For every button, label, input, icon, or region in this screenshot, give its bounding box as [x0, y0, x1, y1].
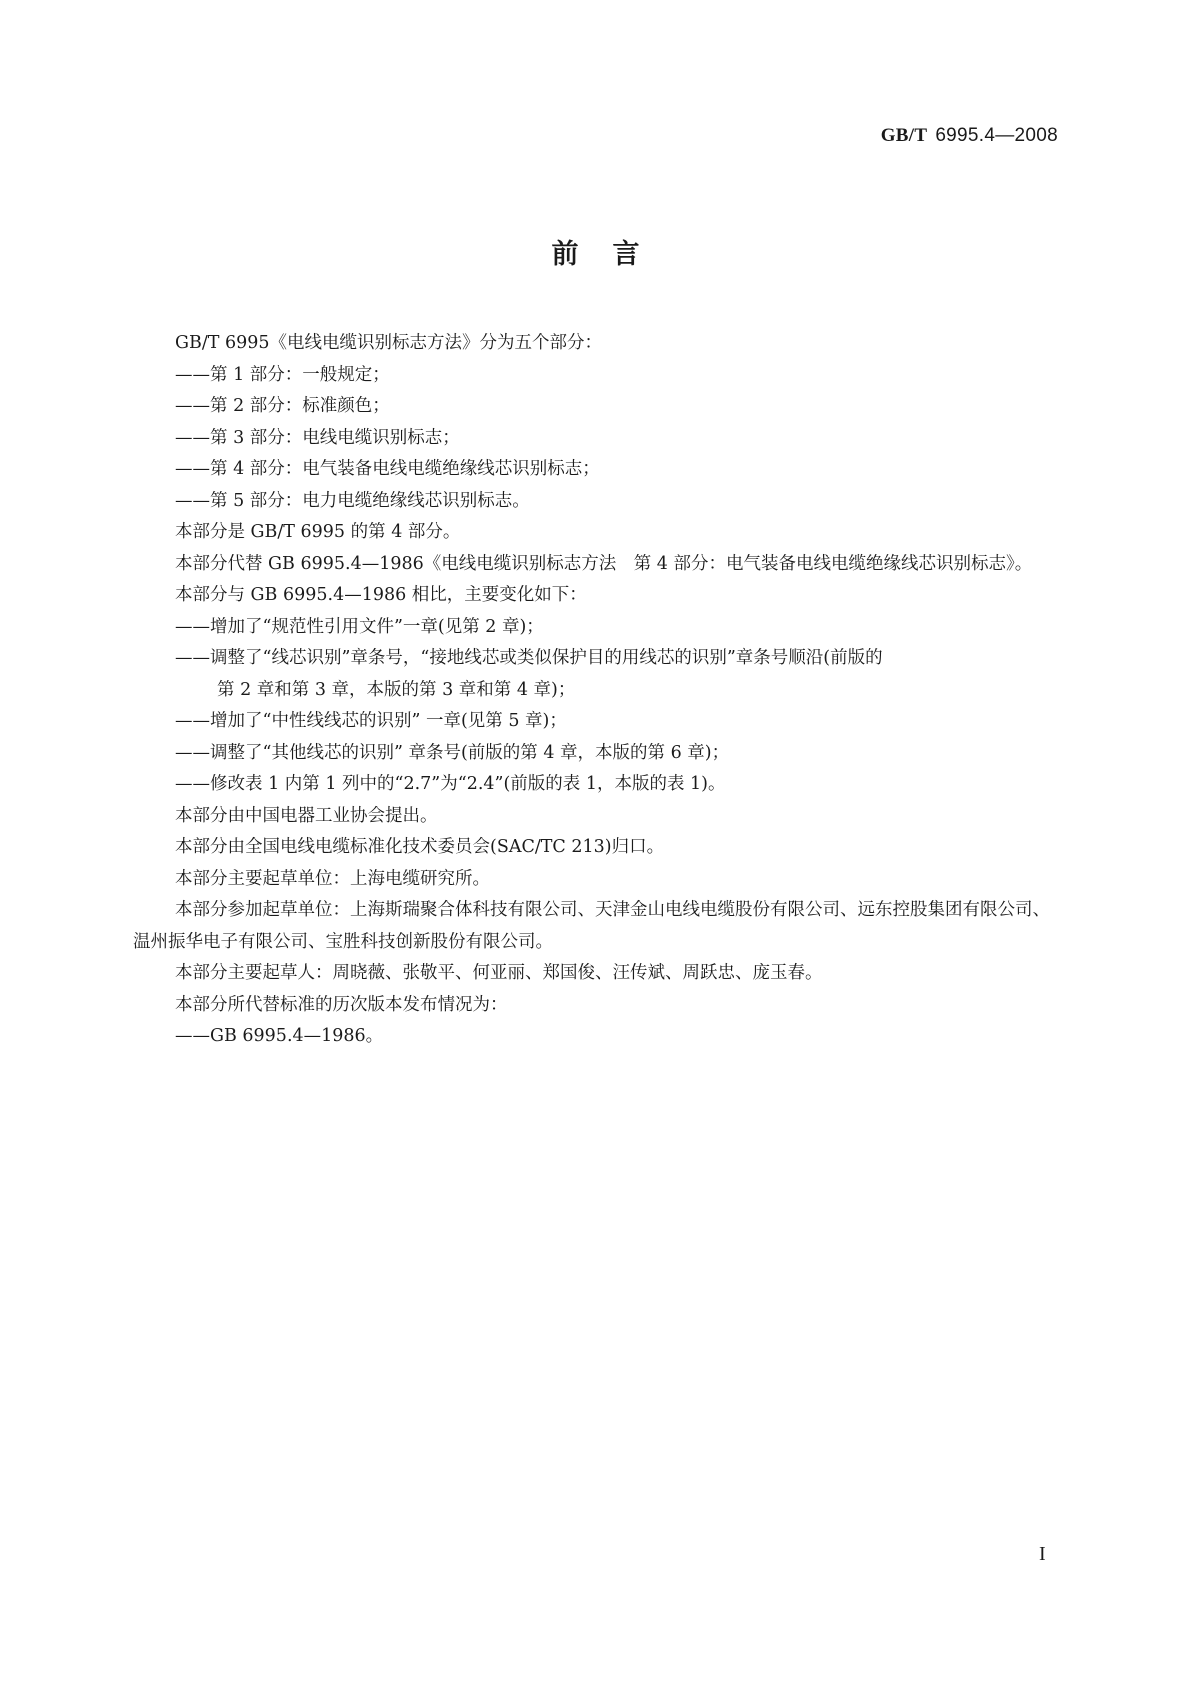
paragraph: 本部分是 GB/T 6995 的第 4 部分。	[175, 522, 461, 542]
paragraph: 本部分所代替标准的历次版本发布情况为：	[175, 994, 508, 1015]
list-item: ——修改表 1 内第 1 列中的“2.7”为“2.4”(前版的表 1，本版的表 1)。	[175, 774, 726, 794]
list-item: ——GB 6995.4—1986。	[175, 1026, 384, 1046]
page-number: I	[1039, 1543, 1046, 1565]
list-item: ——增加了“规范性引用文件”一章(见第 2 章)；	[175, 616, 544, 637]
list-item-continuation: 第 2 章和第 3 章，本版的第 3 章和第 4 章)；	[217, 679, 576, 700]
list-item: ——第 1 部分：一般规定；	[175, 364, 390, 385]
list-item: ——第 2 部分：标准颜色；	[175, 396, 390, 416]
paragraph: 本部分由全国电线电缆标准化技术委员会(SAC/TC 213)归口。	[175, 837, 665, 857]
standard-prefix: GB/T	[880, 125, 928, 146]
standard-code	[881, 124, 1058, 147]
list-item: ——第 3 部分：电线电缆识别标志；	[175, 427, 460, 448]
paragraph: 本部分由中国电器工业协会提出。	[175, 805, 438, 826]
page-title: 前言	[551, 239, 674, 270]
list-item: ——第 4 部分：电气装备电线电缆绝缘线芯识别标志；	[175, 459, 600, 479]
paragraph: 本部分参加起草单位：上海斯瑞聚合体科技有限公司、天津金山电线电缆股份有限公司、远东控股集团有限公司、温州振华电子有限公司、宝胜科技创新股份有限公司。	[133, 900, 1050, 952]
paragraph: 本部分主要起草人：周晓薇、张敬平、何亚丽、郑国俊、汪传斌、周跃忠、庞玉春。	[175, 963, 823, 983]
paragraph: 本部分与 GB 6995.4—1986 相比，主要变化如下：	[175, 585, 587, 605]
list-item: ——调整了“其他线芯的识别” 章条号(前版的第 4 章，本版的第 6 章)；	[175, 742, 730, 763]
paragraph: GB/T 6995《电线电缆识别标志方法》分为五个部分：	[175, 333, 603, 353]
paragraph: 本部分主要起草单位：上海电缆研究所。	[175, 868, 490, 889]
document-body	[133, 328, 1058, 1053]
list-item: ——调整了“线芯识别”章条号，“接地线芯或类似保护目的用线芯的识别”章条号顺沿(前版的	[175, 648, 883, 668]
list-item: ——第 5 部分：电力电缆绝缘线芯识别标志。	[175, 490, 530, 511]
list-item: ——增加了“中性线线芯的识别” 一章(见第 5 章)；	[175, 711, 567, 731]
standard-number: 6995.4—2008	[935, 125, 1058, 146]
paragraph: 本部分代替 GB 6995.4—1986《电线电缆识别标志方法 第 4 部分：电气装备电线电缆绝缘线芯识别标志》。	[175, 553, 1033, 574]
